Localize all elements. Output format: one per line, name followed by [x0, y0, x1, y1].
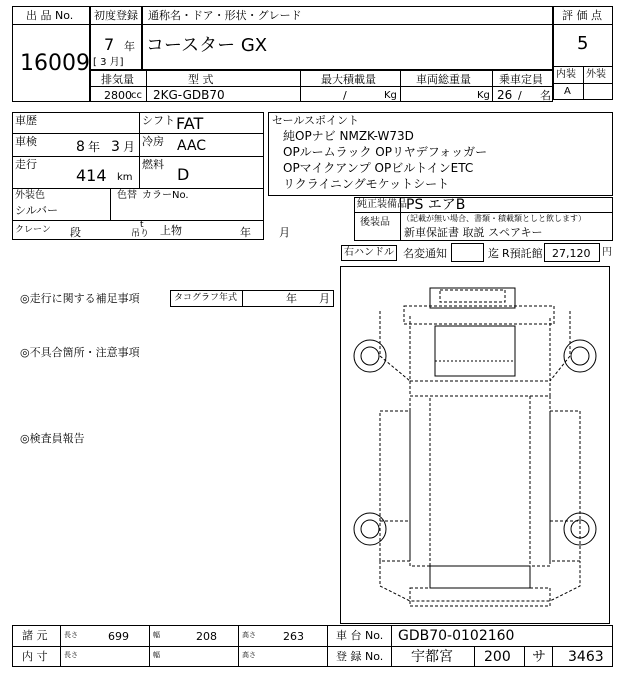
dims-label: 諸 元	[22, 629, 48, 642]
capacity-value: 26	[497, 88, 513, 102]
length-value: 699	[108, 630, 129, 643]
reg-number: 3463	[568, 649, 604, 665]
inspector-label: ◎検査員報告	[20, 432, 85, 445]
sales-line-3: OPマイクアンプ OPビルトインETC	[283, 161, 474, 175]
sales-label: セールスポイント	[272, 114, 360, 127]
inner-height-label: 高さ	[242, 651, 256, 659]
max-load-value: /	[343, 89, 347, 102]
fuel-label: 燃料	[142, 158, 164, 171]
color-no-field: カラーNo.	[142, 190, 189, 201]
fuel-value: D	[177, 165, 190, 184]
loading-label: 上物	[160, 224, 182, 237]
tacho-year-unit: 年	[286, 292, 297, 305]
first-reg-label: 初度登録	[94, 9, 138, 22]
reg-kana: サ	[532, 649, 546, 665]
inspection-year: 8	[76, 139, 85, 155]
yen-unit: 円	[602, 247, 612, 258]
displacement-unit: cc	[131, 90, 142, 101]
chassis-label: 車 台 No.	[336, 629, 384, 642]
mileage-value: 414	[76, 166, 107, 185]
lot-no: 16009	[20, 51, 90, 76]
loading-month-unit: 月	[279, 226, 290, 239]
color-value: シルバー	[15, 204, 58, 217]
displacement-value: 2800	[104, 89, 132, 102]
name-label: 通称名・ドア・形状・グレード	[148, 9, 302, 22]
lot-no-label: 出 品 No.	[26, 9, 74, 22]
model-code-label: 型 式	[188, 73, 214, 86]
width-value: 208	[196, 630, 217, 643]
loading-year-unit: 年	[240, 226, 251, 239]
length-label: 長さ	[64, 631, 78, 639]
tacho-month-unit: 月	[319, 292, 330, 305]
width-label: 幅	[153, 631, 160, 639]
chassis-no: GDB70-0102160	[398, 628, 515, 644]
model-code: 2KG-GDB70	[153, 88, 225, 102]
interior-label: 内装	[556, 69, 576, 80]
inner-width-label: 幅	[153, 651, 160, 659]
reg-label: 登 録 No.	[336, 650, 384, 663]
sales-line-4: リクライニングモケットシート	[283, 177, 450, 191]
gross-weight-unit: Kg	[477, 90, 490, 101]
crane-label: クレーン	[15, 225, 51, 235]
crane-stage-unit: 段	[70, 226, 81, 239]
inspection-year-unit: 年	[88, 140, 101, 154]
sales-line-2: OPルームラック OPリヤデフォッガー	[283, 145, 488, 159]
right-handle: 右ハンドル	[344, 247, 394, 258]
sales-line-1: 純OPナビ NMZK-W73D	[283, 129, 414, 143]
recycle-amount: 27,120	[552, 247, 591, 260]
mileage-label: 走行	[15, 158, 37, 171]
color-no-label: 色替	[117, 190, 137, 201]
tacho-label: タコグラフ年式	[174, 293, 238, 303]
after-value: 新車保証書 取説 スペアキー	[404, 226, 543, 239]
reg-class: 200	[484, 649, 511, 665]
max-load-label: 最大積載量	[321, 73, 376, 86]
first-reg-year-unit: 年	[124, 40, 135, 53]
capacity-sep: /	[518, 89, 522, 102]
equipment-label: 純正装備品	[357, 199, 407, 210]
after-label: 後装品	[360, 217, 390, 228]
first-reg-year: 7	[104, 35, 115, 54]
exterior-label: 外装	[586, 69, 606, 80]
name-change-box	[451, 243, 484, 262]
name-change-label: 名変通知	[403, 247, 447, 260]
interior-grade: A	[564, 86, 571, 97]
height-label: 高さ	[242, 631, 256, 639]
recycle-label: R預託館	[502, 247, 543, 260]
inspection-month-unit: 月	[123, 140, 136, 154]
inner-label: 内 寸	[22, 650, 48, 663]
capacity-unit: 名	[540, 89, 551, 102]
crane-lift-unit: 吊り	[131, 229, 150, 239]
score-label: 評 価 点	[562, 9, 602, 22]
displacement-label: 排気量	[101, 73, 134, 86]
defects-label: ◎不具合箇所・注意事項	[20, 346, 140, 359]
max-load-unit: Kg	[384, 90, 397, 101]
height-value: 263	[283, 630, 304, 643]
capacity-label: 乗車定員	[499, 73, 543, 86]
inner-length-label: 長さ	[64, 651, 78, 659]
equipment-value: PS エアB	[406, 197, 466, 213]
shift-label: シフト	[142, 114, 175, 127]
after-note: （記載が無い場合、書類・積載類としと飲します）	[402, 214, 586, 223]
tax-label: 迄	[488, 247, 499, 260]
running-notes-label: ◎走行に関する補足事項	[20, 292, 140, 305]
ac-label: 冷房	[142, 135, 164, 148]
history-label: 車歴	[15, 114, 37, 127]
crane-ton-unit: t	[140, 220, 144, 230]
vehicle-diagram	[340, 266, 610, 624]
score-value: 5	[577, 33, 589, 54]
inspection-label: 車検	[15, 135, 37, 148]
reg-region: 宇都宮	[411, 649, 453, 665]
mileage-unit: km	[117, 172, 133, 183]
color-label: 外装色	[15, 190, 45, 201]
ac-value: AAC	[177, 138, 207, 154]
shift-value: FAT	[176, 114, 204, 133]
inspection-month: 3	[111, 139, 120, 155]
model-name: コースター GX	[146, 35, 268, 56]
gross-weight-label: 車両総重量	[416, 73, 471, 86]
first-reg-month: [ 3 月]	[93, 57, 124, 68]
